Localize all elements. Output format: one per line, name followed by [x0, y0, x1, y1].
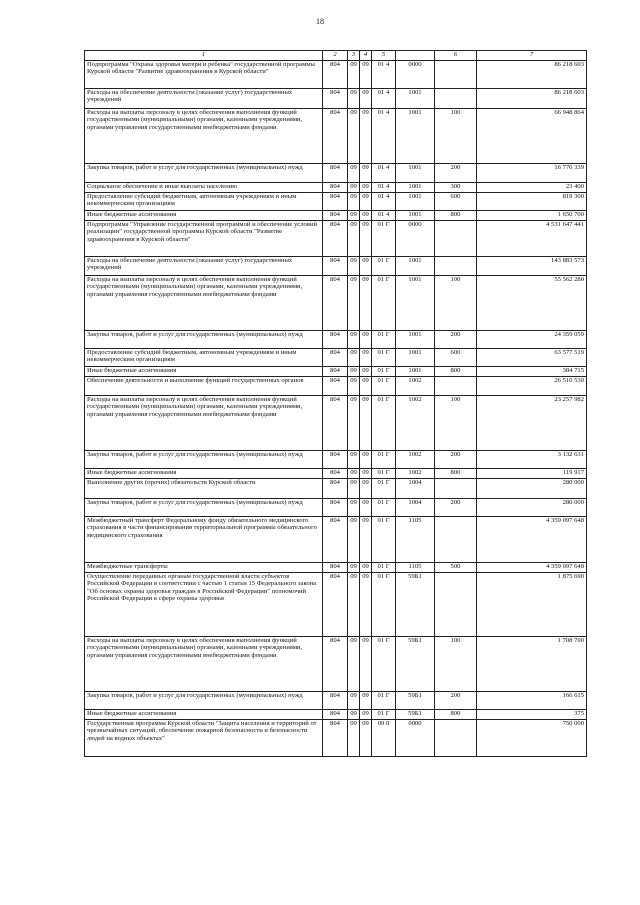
table-row	[85, 349, 587, 367]
row-name: Иные бюджетные ассигнования	[85, 710, 323, 720]
table-row	[85, 211, 587, 221]
row-target-article: 01 Г	[372, 396, 396, 451]
row-target-code: 1001	[396, 257, 435, 276]
row-section: 09	[348, 563, 360, 573]
header-cell: 5	[372, 51, 396, 61]
row-name: Расходы на выплаты персоналу в целях обеспечения выполнения функций государственными (муниципальными) органами, казенными учреждениями, органами управления государственными внебюджетными фондами	[85, 109, 323, 164]
row-name: Межбюджетные трансферты	[85, 563, 323, 573]
table-row	[85, 377, 587, 396]
row-name: Предоставление субсидий бюджетным, автономным учреждениям и иным некоммерческим организациям	[85, 349, 323, 367]
row-section: 09	[348, 211, 360, 221]
row-subsection: 09	[360, 451, 372, 469]
row-expense-type	[435, 89, 477, 109]
row-subsection: 09	[360, 563, 372, 573]
row-expense-type: 100	[435, 637, 477, 692]
row-target-code: 1001	[396, 89, 435, 109]
row-target-article: 01 4	[372, 89, 396, 109]
row-code: 804	[323, 109, 348, 164]
row-amount: 119 917	[477, 469, 587, 479]
row-target-code: 0000	[396, 221, 435, 257]
row-amount: 4 359 097 648	[477, 517, 587, 563]
row-subsection: 09	[360, 479, 372, 499]
row-expense-type	[435, 377, 477, 396]
page-number: 18	[316, 17, 324, 26]
row-subsection: 09	[360, 109, 372, 164]
row-target-article: 01 Г	[372, 257, 396, 276]
row-amount: 1 875 690	[477, 573, 587, 637]
row-expense-type: 200	[435, 164, 477, 183]
row-code: 804	[323, 692, 348, 710]
row-target-article: 01 Г	[372, 710, 396, 720]
header-cell: 3	[348, 51, 360, 61]
row-expense-type: 800	[435, 367, 477, 377]
row-target-code: 59Б1	[396, 637, 435, 692]
row-code: 804	[323, 183, 348, 193]
row-subsection: 09	[360, 377, 372, 396]
row-expense-type: 800	[435, 469, 477, 479]
table-row	[85, 257, 587, 276]
row-expense-type: 300	[435, 183, 477, 193]
row-subsection: 09	[360, 396, 372, 451]
row-name: Закупка товаров, работ и услуг для государственных (муниципальных) нужд	[85, 451, 323, 469]
table-row	[85, 479, 587, 499]
row-section: 09	[348, 377, 360, 396]
table-row	[85, 396, 587, 451]
row-target-article: 01 Г	[372, 573, 396, 637]
row-name: Расходы на обеспечение деятельности (оказание услуг) государственных учреждений	[85, 89, 323, 109]
row-target-article: 01 4	[372, 61, 396, 89]
row-section: 09	[348, 221, 360, 257]
row-target-code: 1002	[396, 469, 435, 479]
row-target-code: 1001	[396, 276, 435, 331]
table-row	[85, 164, 587, 183]
row-target-article: 01 Г	[372, 517, 396, 563]
row-name: Государственная программа Курской области "Защита населения и территорий от чрезвычайных ситуаций, обеспечение пожарной безопасности и безопасности людей на водных объектах"	[85, 720, 323, 757]
row-amount: 86 218 603	[477, 61, 587, 89]
row-target-code: 0000	[396, 61, 435, 89]
row-target-article: 01 Г	[372, 276, 396, 331]
row-code: 804	[323, 710, 348, 720]
row-expense-type	[435, 573, 477, 637]
row-section: 09	[348, 710, 360, 720]
table-row	[85, 331, 587, 349]
row-section: 09	[348, 692, 360, 710]
row-target-code: 1004	[396, 479, 435, 499]
row-target-article: 01 Г	[372, 469, 396, 479]
row-code: 804	[323, 720, 348, 757]
row-target-article: 01 Г	[372, 637, 396, 692]
row-amount: 1 708 700	[477, 637, 587, 692]
row-amount: 280 000	[477, 499, 587, 517]
row-code: 804	[323, 211, 348, 221]
header-cell	[396, 51, 435, 61]
table-row	[85, 573, 587, 637]
row-target-code: 1004	[396, 499, 435, 517]
row-subsection: 09	[360, 89, 372, 109]
row-target-code: 1001	[396, 183, 435, 193]
row-amount: 16 776 339	[477, 164, 587, 183]
row-amount: 24 359 059	[477, 331, 587, 349]
row-code: 804	[323, 479, 348, 499]
row-target-code: 1105	[396, 517, 435, 563]
row-expense-type: 600	[435, 193, 477, 211]
row-target-code: 1002	[396, 396, 435, 451]
table-row	[85, 221, 587, 257]
row-section: 09	[348, 637, 360, 692]
row-target-article: 01 Г	[372, 377, 396, 396]
row-expense-type	[435, 720, 477, 757]
row-target-article: 01 Г	[372, 563, 396, 573]
row-amount: 4 359 097 648	[477, 563, 587, 573]
table-row	[85, 720, 587, 757]
row-target-article: 01 Г	[372, 349, 396, 367]
row-code: 804	[323, 276, 348, 331]
row-name: Иные бюджетные ассигнования	[85, 367, 323, 377]
header-cell: 4	[360, 51, 372, 61]
row-section: 09	[348, 479, 360, 499]
row-target-article: 09 0	[372, 720, 396, 757]
row-subsection: 09	[360, 193, 372, 211]
row-subsection: 09	[360, 61, 372, 89]
table-row	[85, 499, 587, 517]
row-name: Закупка товаров, работ и услуг для государственных (муниципальных) нужд	[85, 164, 323, 183]
row-amount: 86 218 603	[477, 89, 587, 109]
header-cell: 7	[477, 51, 587, 61]
row-amount: 26 510 530	[477, 377, 587, 396]
row-subsection: 09	[360, 257, 372, 276]
row-expense-type: 800	[435, 710, 477, 720]
row-expense-type: 100	[435, 109, 477, 164]
row-amount: 23 257 982	[477, 396, 587, 451]
row-section: 09	[348, 720, 360, 757]
row-code: 804	[323, 193, 348, 211]
row-expense-type	[435, 221, 477, 257]
row-name: Межбюджетный трансферт Федеральному фонду обязательного медицинского страхования в части финансирования территориальной программы обязательного медицинского страхования	[85, 517, 323, 563]
row-code: 804	[323, 349, 348, 367]
row-name: Обеспечение деятельности и выполнение функций государственных органов	[85, 377, 323, 396]
row-section: 09	[348, 183, 360, 193]
row-code: 804	[323, 61, 348, 89]
row-section: 09	[348, 367, 360, 377]
row-expense-type	[435, 257, 477, 276]
row-code: 804	[323, 637, 348, 692]
row-section: 09	[348, 276, 360, 331]
row-expense-type	[435, 517, 477, 563]
row-expense-type: 200	[435, 692, 477, 710]
table-row	[85, 469, 587, 479]
row-name: Расходы на выплаты персоналу в целях обеспечения выполнения функций государственными (муниципальными) органами, казенными учреждениями, органами управления государственными внебюджетными фондами	[85, 637, 323, 692]
row-target-code: 1105	[396, 563, 435, 573]
table-row	[85, 637, 587, 692]
row-name: Выполнение других (прочих) обязательств Курской области	[85, 479, 323, 499]
row-target-code: 59Б1	[396, 692, 435, 710]
header-cell: 2	[323, 51, 348, 61]
row-name: Расходы на обеспечение деятельности (оказание услуг) государственных учреждений	[85, 257, 323, 276]
table-row	[85, 517, 587, 563]
table-row	[85, 109, 587, 164]
row-subsection: 09	[360, 720, 372, 757]
row-section: 09	[348, 109, 360, 164]
row-expense-type: 800	[435, 211, 477, 221]
row-name: Иные бюджетные ассигнования	[85, 211, 323, 221]
row-target-code: 1001	[396, 331, 435, 349]
row-expense-type: 600	[435, 349, 477, 367]
row-amount: 375	[477, 710, 587, 720]
row-subsection: 09	[360, 710, 372, 720]
row-code: 804	[323, 221, 348, 257]
row-target-code: 1001	[396, 367, 435, 377]
row-target-article: 01 Г	[372, 367, 396, 377]
row-subsection: 09	[360, 637, 372, 692]
header-cell: 1	[85, 51, 323, 61]
row-name: Закупка товаров, работ и услуг для государственных (муниципальных) нужд	[85, 692, 323, 710]
row-expense-type: 500	[435, 563, 477, 573]
row-target-code: 0000	[396, 720, 435, 757]
row-expense-type: 200	[435, 499, 477, 517]
table-row	[85, 563, 587, 573]
row-target-article: 01 4	[372, 109, 396, 164]
row-amount: 750 000	[477, 720, 587, 757]
row-name: Закупка товаров, работ и услуг для государственных (муниципальных) нужд	[85, 331, 323, 349]
row-amount: 819 300	[477, 193, 587, 211]
row-code: 804	[323, 573, 348, 637]
row-amount: 280 000	[477, 479, 587, 499]
row-code: 804	[323, 469, 348, 479]
row-expense-type: 100	[435, 396, 477, 451]
row-name: Подпрограмма "Управление государственной программой и обеспечение условий реализации" государственной программы Курской области "Развитие здравоохранения в Курской области"	[85, 221, 323, 257]
row-code: 804	[323, 331, 348, 349]
row-code: 804	[323, 396, 348, 451]
row-target-article: 01 Г	[372, 479, 396, 499]
row-name: Предоставление субсидий бюджетным, автономным учреждениям и иным некоммерческим организациям	[85, 193, 323, 211]
row-subsection: 09	[360, 349, 372, 367]
row-section: 09	[348, 89, 360, 109]
row-target-code: 1002	[396, 377, 435, 396]
row-subsection: 09	[360, 183, 372, 193]
row-expense-type	[435, 479, 477, 499]
row-section: 09	[348, 193, 360, 211]
row-section: 09	[348, 517, 360, 563]
row-target-article: 01 4	[372, 193, 396, 211]
row-section: 09	[348, 499, 360, 517]
row-target-article: 01 4	[372, 183, 396, 193]
row-expense-type: 100	[435, 276, 477, 331]
row-subsection: 09	[360, 331, 372, 349]
row-amount: 3 132 631	[477, 451, 587, 469]
row-amount: 55 562 280	[477, 276, 587, 331]
row-target-code: 1001	[396, 164, 435, 183]
row-amount: 63 577 519	[477, 349, 587, 367]
row-subsection: 09	[360, 517, 372, 563]
row-target-code: 1002	[396, 451, 435, 469]
row-target-code: 1001	[396, 349, 435, 367]
table-row	[85, 183, 587, 193]
row-subsection: 09	[360, 499, 372, 517]
row-subsection: 09	[360, 367, 372, 377]
row-section: 09	[348, 469, 360, 479]
table-header-row	[85, 51, 587, 61]
row-target-article: 01 Г	[372, 221, 396, 257]
row-section: 09	[348, 451, 360, 469]
table-row	[85, 276, 587, 331]
row-code: 804	[323, 367, 348, 377]
row-amount: 166 615	[477, 692, 587, 710]
table-row	[85, 367, 587, 377]
row-amount: 384 715	[477, 367, 587, 377]
row-target-code: 59Б1	[396, 573, 435, 637]
row-expense-type: 200	[435, 331, 477, 349]
row-amount: 143 883 573	[477, 257, 587, 276]
row-subsection: 09	[360, 469, 372, 479]
row-code: 804	[323, 377, 348, 396]
row-name: Иные бюджетные ассигнования	[85, 469, 323, 479]
row-target-article: 01 Г	[372, 451, 396, 469]
row-name: Расходы на выплаты персоналу в целях обеспечения выполнения функций государственными (муниципальными) органами, казенными учреждениями, органами управления государственными внебюджетными фондами	[85, 396, 323, 451]
row-code: 804	[323, 257, 348, 276]
table-row	[85, 61, 587, 89]
row-name: Подпрограмма "Охрана здоровья матери и ребенка" государственной программы Курской области "Развитие здравоохранения в Курской области"	[85, 61, 323, 89]
row-target-article: 01 Г	[372, 692, 396, 710]
row-section: 09	[348, 61, 360, 89]
row-subsection: 09	[360, 211, 372, 221]
row-name: Осуществление переданных органам государственной власти субъектов Российской Федерации в соответствии с частью 1 статьи 15 Федерального закона "Об основах охраны здоровья граждан в Российской Федерации" полномочий Российской Федерации в сфере охраны здоровья	[85, 573, 323, 637]
row-section: 09	[348, 349, 360, 367]
row-target-article: 01 Г	[372, 331, 396, 349]
row-subsection: 09	[360, 573, 372, 637]
header-cell: 6	[435, 51, 477, 61]
row-subsection: 09	[360, 164, 372, 183]
row-amount: 66 948 864	[477, 109, 587, 164]
row-code: 804	[323, 517, 348, 563]
row-name: Закупка товаров, работ и услуг для государственных (муниципальных) нужд	[85, 499, 323, 517]
table-body	[85, 61, 587, 757]
row-name: Расходы на выплаты персоналу в целях обеспечения выполнения функций государственными (муниципальными) органами, казенными учреждениями, органами управления государственными внебюджетными фондами	[85, 276, 323, 331]
row-target-article: 01 4	[372, 211, 396, 221]
row-code: 804	[323, 499, 348, 517]
row-code: 804	[323, 451, 348, 469]
table-row	[85, 89, 587, 109]
table-row	[85, 692, 587, 710]
row-code: 804	[323, 164, 348, 183]
row-section: 09	[348, 573, 360, 637]
row-section: 09	[348, 396, 360, 451]
table-row	[85, 710, 587, 720]
row-amount: 1 650 700	[477, 211, 587, 221]
row-target-article: 01 4	[372, 164, 396, 183]
row-section: 09	[348, 331, 360, 349]
row-target-code: 1001	[396, 109, 435, 164]
row-target-article: 01 Г	[372, 499, 396, 517]
row-expense-type: 200	[435, 451, 477, 469]
row-section: 09	[348, 164, 360, 183]
row-code: 804	[323, 89, 348, 109]
table-row	[85, 193, 587, 211]
row-name: Социальное обеспечение и иные выплаты населению	[85, 183, 323, 193]
row-expense-type	[435, 61, 477, 89]
row-subsection: 09	[360, 221, 372, 257]
row-amount: 4 531 647 441	[477, 221, 587, 257]
table-row	[85, 451, 587, 469]
row-section: 09	[348, 257, 360, 276]
row-target-code: 1001	[396, 211, 435, 221]
row-code: 804	[323, 563, 348, 573]
row-subsection: 09	[360, 692, 372, 710]
row-target-code: 1001	[396, 193, 435, 211]
row-amount: 23 400	[477, 183, 587, 193]
row-target-code: 59Б1	[396, 710, 435, 720]
row-subsection: 09	[360, 276, 372, 331]
budget-table	[84, 50, 587, 757]
